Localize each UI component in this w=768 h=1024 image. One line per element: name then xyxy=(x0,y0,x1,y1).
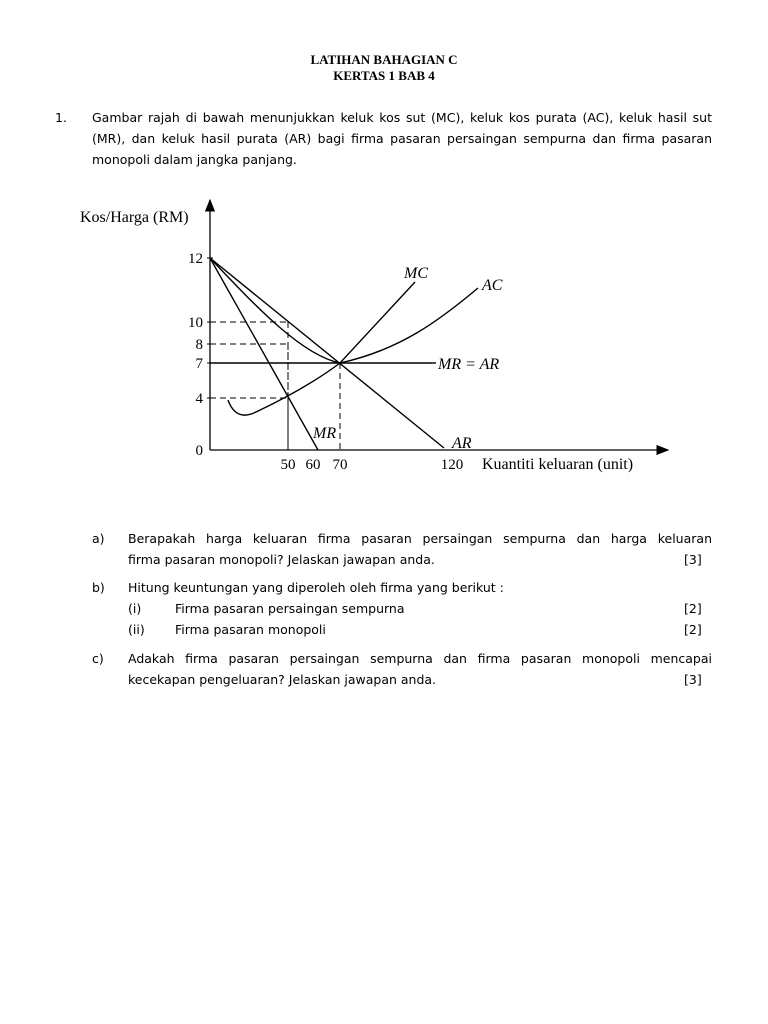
series-ar-curve xyxy=(210,258,444,448)
series-label: MR = AR xyxy=(438,356,500,373)
cost-revenue-chart xyxy=(0,190,768,490)
subq-a-line1: Berapakah harga keluaran firma pasaran persaingan sempurna dan harga keluaran xyxy=(128,531,712,546)
y-tick-label: 12 xyxy=(188,251,203,267)
y-tick-label: 0 xyxy=(195,443,203,459)
worksheet-subtitle: KERTAS 1 BAB 4 xyxy=(333,68,435,83)
subq-b-part-ii-marks: [2] xyxy=(684,622,702,637)
subq-b-part-ii-text: Firma pasaran monopoli xyxy=(175,622,326,637)
subq-b-letter: b) xyxy=(92,580,105,595)
series-label: MC xyxy=(404,265,428,282)
subq-b-part-ii-label: (ii) xyxy=(128,622,145,637)
series-mr-curve xyxy=(210,258,318,450)
series-ac-curve xyxy=(210,258,478,363)
subq-c-line1: Adakah firma pasaran persaingan sempurna dan firma pasaran monopoli mencapai xyxy=(128,651,712,666)
question-text: Gambar rajah di bawah menunjukkan keluk kos sut (MC), keluk kos purata (AC), keluk hasil sut (MR), dan keluk hasil purata (AR) bagi firma pasaran persaingan sempurna dan firma pasaran monopoli dalam jangka panjang. xyxy=(92,110,712,167)
y-tick-label: 7 xyxy=(195,356,203,372)
subq-a-letter: a) xyxy=(92,531,105,546)
series-label: AR xyxy=(452,435,472,452)
x-tick-label: 60 xyxy=(305,457,321,473)
subq-a-line2: firma pasaran monopoli? Jelaskan jawapan anda. xyxy=(128,552,435,567)
subq-b-part-i-marks: [2] xyxy=(684,601,702,616)
series-label: AC xyxy=(482,277,503,294)
question-number: 1. xyxy=(55,110,67,125)
series-label: MR xyxy=(313,425,337,442)
worksheet-title: LATIHAN BAHAGIAN C xyxy=(310,52,458,67)
x-tick-label: 70 xyxy=(332,457,348,473)
subq-b-part-i-text: Firma pasaran persaingan sempurna xyxy=(175,601,405,616)
y-tick-label: 8 xyxy=(195,337,203,353)
x-tick-label: 50 xyxy=(280,457,296,473)
subq-c-marks: [3] xyxy=(684,672,702,687)
subq-c-line2: kecekapan pengeluaran? Jelaskan jawapan anda. xyxy=(128,672,437,687)
y-tick-label: 10 xyxy=(188,315,203,331)
x-tick-label: 120 xyxy=(440,457,464,473)
y-tick-label: 4 xyxy=(195,391,203,407)
subq-c-letter: c) xyxy=(92,651,104,666)
subq-b-part-i-label: (i) xyxy=(128,601,142,616)
subq-a-marks: [3] xyxy=(684,552,702,567)
subq-b-line1: Hitung keuntungan yang diperoleh oleh firma yang berikut : xyxy=(128,580,504,595)
x-axis-label: Kuantiti keluaran (unit) xyxy=(482,456,634,473)
y-axis-label: Kos/Harga (RM) xyxy=(80,209,189,226)
